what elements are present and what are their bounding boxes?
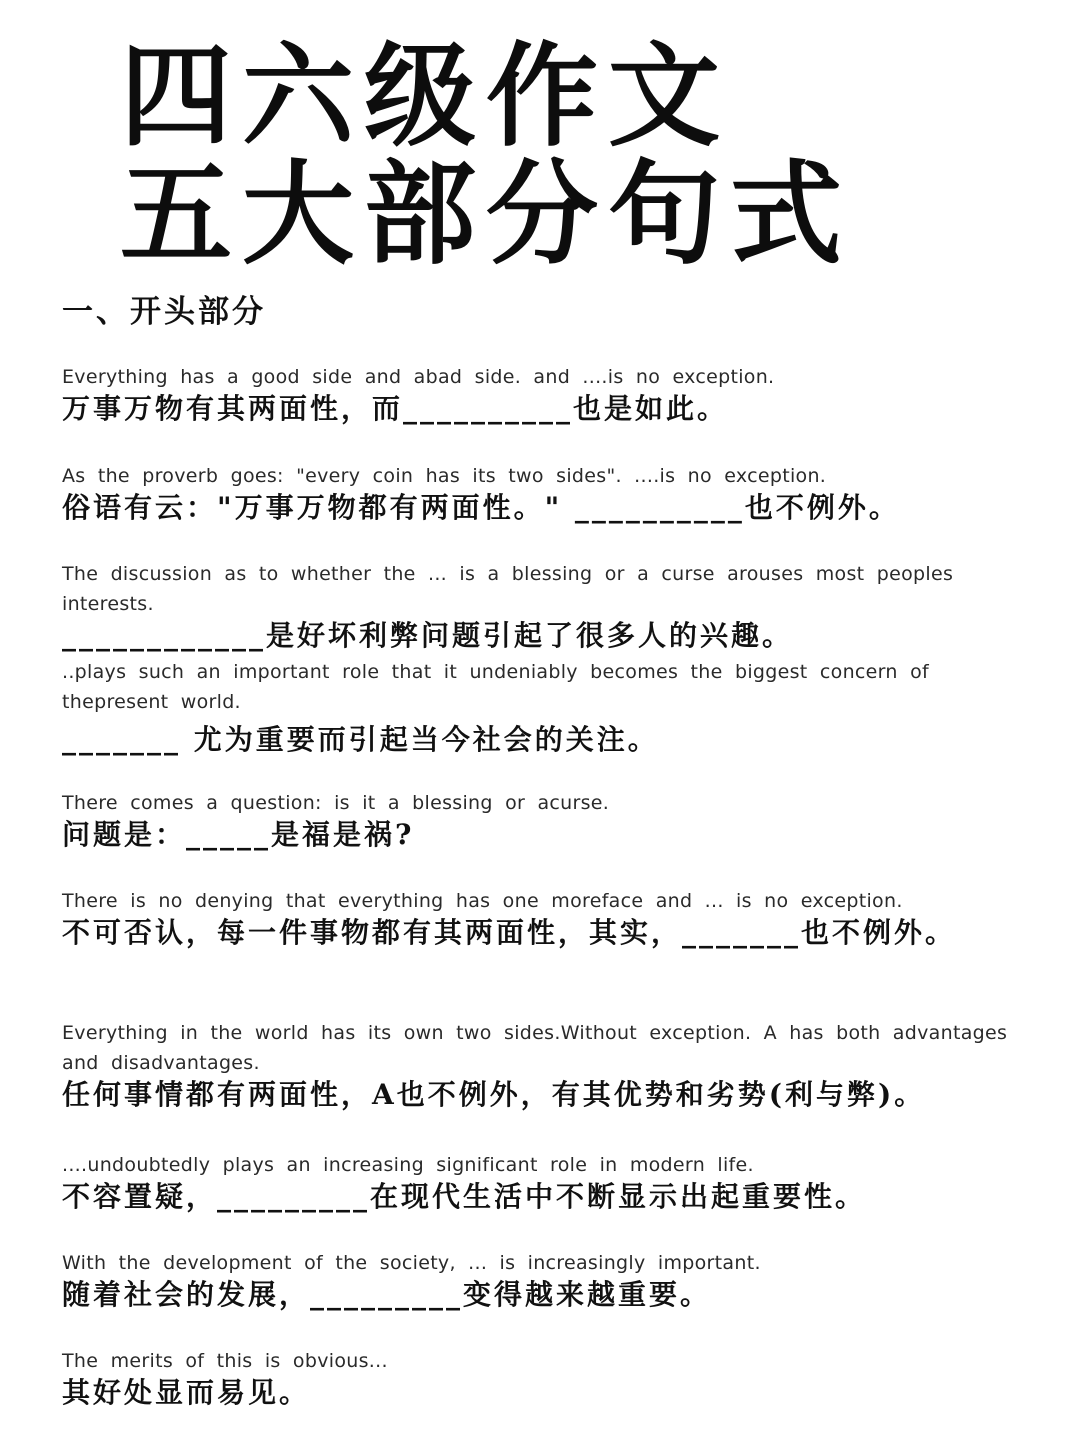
- sentence-entry: [62, 788, 1022, 852]
- sentence-entry: [62, 1150, 1022, 1214]
- section-heading: 一、开头部分: [62, 294, 266, 330]
- english-sentence: ..plays such an important role that it undeniably becomes the biggest concern of thepresent world.: [62, 661, 930, 713]
- chinese-translation: ____________是好坏利弊问题引起了很多人的兴趣。: [62, 619, 794, 652]
- chinese-translation: 随着社会的发展，_________变得越来越重要。: [62, 1278, 712, 1311]
- chinese-translation: 不容置疑，_________在现代生活中不断显示出起重要性。: [62, 1180, 867, 1213]
- english-sentence: There comes a question: is it a blessing or acurse.: [62, 792, 610, 814]
- english-sentence: As the proverb goes: "every coin has its two sides". ....is no exception.: [62, 465, 827, 487]
- chinese-translation: 万事万物有其两面性，而__________也是如此。: [62, 392, 729, 425]
- english-sentence: Everything in the world has its own two sides.Without exception. A has both advantages and disadvantages.: [62, 1022, 1008, 1074]
- sentence-entry: [62, 657, 1022, 757]
- sentence-entry: [62, 1346, 1022, 1410]
- sentence-entry: [62, 362, 1022, 426]
- english-sentence: ....undoubtedly plays an increasing significant role in modern life.: [62, 1154, 754, 1176]
- english-sentence: With the development of the society, ... is increasingly important.: [62, 1252, 761, 1274]
- page-title: [120, 31, 940, 280]
- chinese-translation: _______ 尤为重要而引起当今社会的关注。: [62, 723, 659, 756]
- chinese-translation: 任何事情都有两面性，A也不例外，有其优势和劣势(利与弊)。: [62, 1078, 926, 1111]
- sentence-entry: [62, 1248, 1022, 1312]
- english-sentence: Everything has a good side and abad side. and ....is no exception.: [62, 366, 775, 388]
- title-line-1: 四六级作文: [120, 31, 730, 162]
- chinese-translation: 俗语有云："万事万物都有两面性。" __________也不例外。: [62, 491, 900, 524]
- english-sentence: The discussion as to whether the ... is a blessing or a curse arouses most peoples interests.: [62, 563, 954, 615]
- sentence-entry: [62, 886, 1022, 950]
- sentence-entry: [62, 559, 1022, 653]
- english-sentence: There is no denying that everything has one moreface and ... is no exception.: [62, 890, 903, 912]
- sentence-entry: [62, 1018, 1022, 1112]
- chinese-translation: 其好处显而易见。: [62, 1376, 311, 1409]
- chinese-translation: 不可否认，每一件事物都有其两面性，其实，_______也不例外。: [62, 916, 957, 949]
- english-sentence: The merits of this is obvious...: [62, 1350, 388, 1372]
- title-line-2: 五大部分句式: [120, 149, 852, 280]
- sentence-entry: [62, 461, 1022, 525]
- chinese-translation: 问题是：_____是福是祸?: [62, 818, 415, 851]
